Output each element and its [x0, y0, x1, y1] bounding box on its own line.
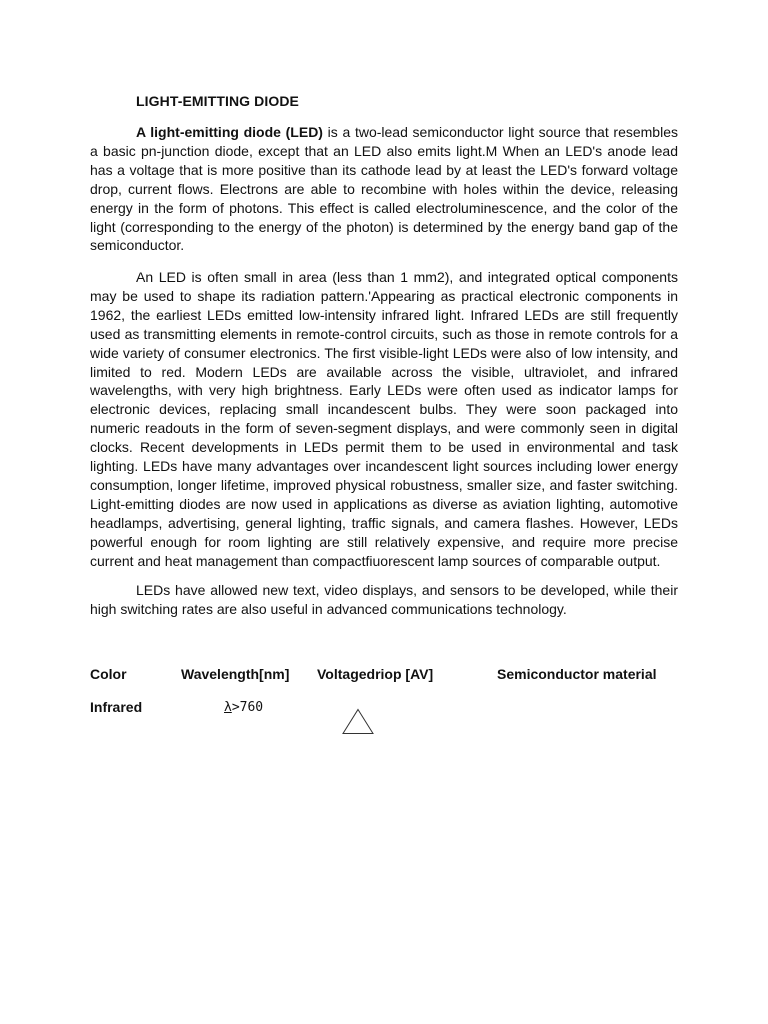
paragraph-intro-body: is a two-lead semiconductor light source that resembles a basic pn-junction diode, except that an LED also emits light.M When an LED's anode lead has a voltage that is more positive than its cathode lead by at least the LED's forward voltage drop, current flows. Electrons are able to recombine with holes within the device, releasing energy in the form of photons. This effect is called electroluminescence, and the color of the light (corresponding to the energy of the photon) is determined by the energy band gap of the semiconductor.: [90, 124, 678, 254]
paragraph-history: [90, 268, 678, 571]
paragraph-history-body: An LED is often small in area (less than 1 mm2), and integrated optical components may be used to shape its radiation pattern.'Appearing as practical electronic components in 1962, the earliest LEDs emitted low-intensity infrared light. Infrared LEDs are still frequently used as transmitting elements in remote-control circuits, such as those in remote controls for a wide variety of consumer electronics. The first visible-light LEDs were also of low intensity, and limited to red. Modern LEDs are available across the visible, ultraviolet, and infrared wavelengths, with very high brightness. Early LEDs were often used as indicator lamps for electronic devices, replacing small incandescent bulbs. They were soon packaged into numeric readouts in the form of seven-segment displays, and were commonly seen in digital clocks. Recent developments in LEDs permit them to be used in environmental and task lighting. LEDs have many advantages over incandescent light sources including lower energy consumption, longer lifetime, improved physical robustness, smaller size, and faster switching. Light-emitting diodes are now used in applications as diverse as aviation lighting, automotive headlamps, advertising, general lighting, traffic signals, and camera flashes. However, LEDs powerful enough for room lighting are still relatively expensive, and require more precise current and heat management than compactfiuorescent lamp sources of comparable output.: [90, 269, 678, 569]
lambda-symbol: λ: [224, 700, 232, 715]
wavelength-value: >760: [231, 700, 264, 715]
table-header-voltage: Voltagedriop [AV]: [317, 666, 434, 682]
table-header-wavelength: Wavelength[nm]: [181, 666, 290, 682]
paragraph-intro-lead: A light-emitting diode (LED): [136, 124, 323, 140]
paragraph-applications: [90, 581, 678, 619]
document-heading: LIGHT-EMITTING DIODE: [136, 93, 299, 109]
table-header-material: Semiconductor material: [497, 666, 657, 682]
table-cell-color-infrared: Infrared: [90, 699, 143, 715]
table-cell-wavelength-infrared: [224, 700, 263, 715]
paragraph-applications-body: LEDs have allowed new text, video displays, and sensors to be developed, while their high switching rates are also useful in advanced communications technology.: [90, 582, 678, 617]
triangle-icon: [341, 708, 375, 736]
paragraph-intro: [90, 123, 678, 255]
table-header-color: Color: [90, 666, 127, 682]
